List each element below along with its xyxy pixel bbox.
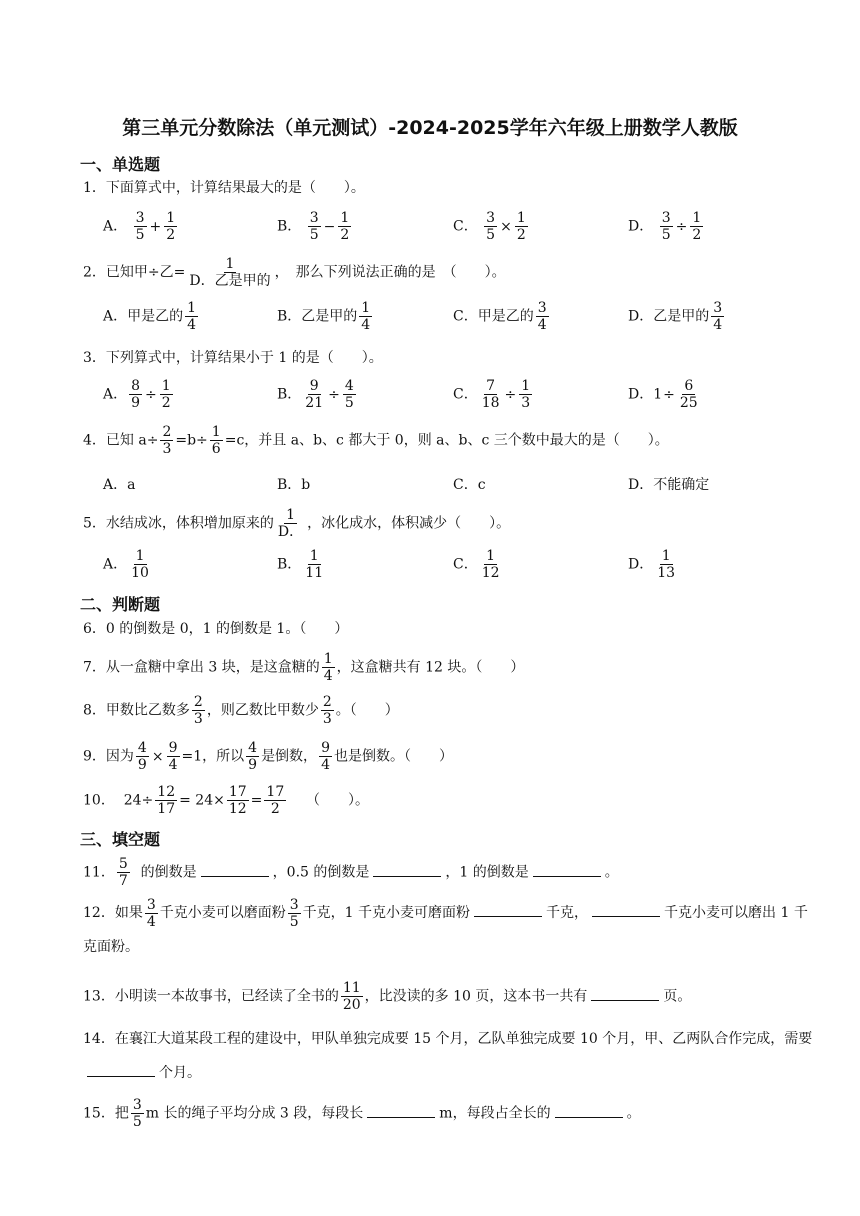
answer-blank[interactable] bbox=[367, 1103, 435, 1118]
option-label: D． bbox=[628, 556, 654, 573]
text: 2．已知甲÷乙= bbox=[83, 264, 186, 281]
numerator: 11 bbox=[342, 980, 361, 996]
question-11-stem bbox=[83, 856, 619, 889]
numerator: 7 bbox=[486, 378, 496, 394]
text: m，每段占全长的 bbox=[439, 1105, 551, 1122]
denominator: 3 bbox=[521, 395, 531, 411]
operator: ÷ bbox=[504, 386, 517, 403]
numerator: 12 bbox=[157, 784, 176, 800]
denominator: 4 bbox=[361, 317, 371, 333]
denominator: 5 bbox=[135, 227, 145, 243]
operator: × bbox=[151, 748, 164, 765]
fraction bbox=[359, 300, 372, 333]
q5-option-d[interactable] bbox=[628, 548, 679, 581]
fraction bbox=[185, 300, 198, 333]
q2-option-d[interactable] bbox=[628, 300, 726, 333]
text: 。（ ） bbox=[335, 702, 399, 719]
fraction bbox=[210, 424, 223, 457]
section-heading-true-false: 二、判断题 bbox=[80, 595, 161, 614]
numerator: 4 bbox=[137, 740, 147, 756]
option-label: B． bbox=[277, 386, 302, 403]
fraction bbox=[192, 694, 205, 727]
denominator: 3 bbox=[193, 711, 203, 727]
numerator: 9 bbox=[168, 740, 178, 756]
numerator: 6 bbox=[684, 378, 694, 394]
text: 是倒数， bbox=[261, 748, 318, 765]
numerator: 3 bbox=[135, 210, 145, 226]
option-label: D． bbox=[628, 386, 654, 403]
fraction bbox=[308, 210, 321, 243]
fraction bbox=[711, 300, 724, 333]
text: 14．在襄江大道某段工程的建设中，甲队单独完成要 15 个月，乙队单独完成要 10 个月，甲、乙两队合作完成，需要 bbox=[83, 1031, 813, 1047]
text: 4．已知 a÷ bbox=[83, 432, 159, 449]
fraction bbox=[536, 300, 549, 333]
numerator: 1 bbox=[516, 210, 526, 226]
fraction bbox=[338, 210, 351, 243]
numerator: 3 bbox=[146, 896, 156, 913]
option-label: B． bbox=[277, 218, 302, 235]
denominator: 4 bbox=[321, 757, 330, 773]
text: =1 bbox=[181, 748, 203, 765]
answer-blank[interactable] bbox=[474, 902, 542, 917]
numerator: 3 bbox=[661, 210, 671, 226]
denominator: D．乙是甲的 bbox=[189, 273, 271, 289]
numerator: 3 bbox=[713, 300, 723, 316]
q2-option-c[interactable] bbox=[453, 300, 551, 333]
denominator: 9 bbox=[248, 757, 258, 773]
denominator: 13 bbox=[657, 565, 676, 581]
question-14-stem bbox=[83, 1022, 813, 1090]
q4-option-c[interactable]: C．c bbox=[453, 477, 486, 493]
numerator: 3 bbox=[132, 1097, 142, 1113]
fraction bbox=[117, 856, 130, 889]
q4-option-d[interactable]: D．不能确定 bbox=[628, 477, 710, 493]
q5-option-b[interactable] bbox=[277, 548, 327, 581]
numerator: 5 bbox=[118, 856, 128, 872]
text: =c，并且 a、b、c 都大于 0，则 a、b、c 三个数中最大的是（ ）。 bbox=[224, 432, 669, 449]
text: ， 那么下列说法正确的是 （ ）。 bbox=[274, 264, 506, 281]
denominator: 4 bbox=[323, 668, 333, 684]
numerator: 17 bbox=[266, 784, 285, 800]
numerator: 1 bbox=[161, 378, 171, 394]
q4-option-b[interactable]: B．b bbox=[277, 477, 311, 493]
denominator: 11 bbox=[305, 565, 324, 581]
question-1-stem: 1．下面算式中，计算结果最大的是（ ）。 bbox=[83, 180, 365, 196]
denominator: 5 bbox=[344, 395, 354, 411]
answer-blank[interactable] bbox=[533, 862, 601, 877]
q5-option-c[interactable] bbox=[453, 548, 504, 581]
text: 也是倒数。（ ） bbox=[333, 748, 453, 765]
fraction bbox=[155, 784, 177, 817]
number: 1 bbox=[653, 386, 663, 403]
numerator: 3 bbox=[486, 210, 496, 226]
fraction bbox=[134, 210, 147, 243]
numerator: 1 bbox=[361, 300, 371, 316]
text: 千克小麦可以磨出 1 千克面粉。 bbox=[83, 905, 808, 955]
fraction bbox=[131, 1097, 144, 1130]
answer-blank[interactable] bbox=[373, 862, 441, 877]
fraction bbox=[480, 548, 502, 581]
fraction bbox=[160, 378, 173, 411]
text: ，1 的倒数是 bbox=[445, 864, 529, 881]
text: 。 bbox=[604, 864, 619, 881]
question-5-stem bbox=[83, 507, 510, 540]
text: = 24× bbox=[179, 792, 225, 809]
text: 千克，1 千克小麦可磨面粉 bbox=[302, 905, 471, 921]
denominator: 2 bbox=[166, 227, 176, 243]
text: 10． bbox=[83, 792, 115, 809]
text: ，冰化成水，体积减少（ ）。 bbox=[307, 515, 511, 532]
numerator: 3 bbox=[289, 896, 299, 913]
numerator: 1 bbox=[692, 210, 702, 226]
fraction bbox=[136, 740, 149, 773]
fraction bbox=[264, 784, 286, 817]
text: ，所以 bbox=[202, 748, 245, 765]
text: 5．水结成冰，体积增加原来的 bbox=[83, 515, 274, 532]
fraction bbox=[655, 548, 677, 581]
q3-option-c[interactable] bbox=[453, 378, 534, 411]
text: 7．从一盒糖中拿出 3 块，是这盒糖的 bbox=[83, 659, 320, 676]
q2-option-b[interactable] bbox=[277, 300, 374, 333]
denominator: 5 bbox=[132, 1114, 142, 1130]
numerator: 17 bbox=[228, 784, 247, 800]
numerator: 2 bbox=[193, 694, 203, 710]
question-9-stem bbox=[83, 740, 453, 773]
denominator: 10 bbox=[131, 565, 149, 581]
fraction bbox=[343, 378, 356, 411]
text: =b÷ bbox=[175, 432, 208, 449]
denominator: 9 bbox=[137, 757, 147, 773]
fraction bbox=[129, 548, 151, 581]
question-10-stem bbox=[83, 784, 369, 817]
fraction bbox=[129, 378, 142, 411]
denominator: 2 bbox=[692, 227, 702, 243]
fraction bbox=[164, 210, 177, 243]
question-7-stem bbox=[83, 651, 524, 684]
numerator: 1 bbox=[340, 210, 350, 226]
operator: + bbox=[149, 218, 162, 235]
numerator: 1 bbox=[486, 548, 496, 564]
fraction bbox=[160, 424, 173, 457]
fraction bbox=[288, 897, 301, 930]
numerator: 1 bbox=[225, 256, 235, 272]
numerator: 1 bbox=[135, 548, 145, 564]
text: 13．小明读一本故事书，已经读了全书的 bbox=[83, 988, 339, 1005]
question-3-stem: 3．下列算式中，计算结果小于 1 的是（ ）。 bbox=[83, 350, 383, 366]
denominator: 5 bbox=[289, 913, 299, 930]
q1-option-c[interactable] bbox=[453, 210, 530, 243]
numerator: 1 bbox=[166, 210, 176, 226]
operator: ÷ bbox=[328, 386, 340, 403]
numerator: 4 bbox=[344, 378, 354, 394]
fraction bbox=[276, 507, 305, 540]
numerator: 1 bbox=[187, 300, 197, 316]
option-label: A．甲是乙的 bbox=[103, 308, 184, 325]
fraction bbox=[660, 210, 673, 243]
answer-blank[interactable] bbox=[592, 902, 660, 917]
operator: ÷ bbox=[663, 386, 675, 403]
option-label: D．乙是甲的 bbox=[628, 308, 710, 325]
fraction bbox=[303, 378, 325, 411]
numerator: 4 bbox=[248, 740, 258, 756]
numerator: 8 bbox=[131, 378, 141, 394]
text: 千克小麦可以磨面粉 bbox=[159, 905, 286, 921]
denominator: 5 bbox=[661, 227, 671, 243]
text: 15．把 bbox=[83, 1105, 129, 1122]
question-4-stem bbox=[83, 424, 669, 457]
numerator: 1 bbox=[521, 378, 531, 394]
text: 。 bbox=[626, 1105, 641, 1122]
text: 9．因为 bbox=[83, 748, 134, 765]
denominator: 4 bbox=[537, 317, 547, 333]
denominator: 3 bbox=[322, 711, 332, 727]
question-13-stem bbox=[83, 980, 691, 1013]
q3-option-b[interactable] bbox=[277, 378, 358, 411]
numerator: 1 bbox=[323, 651, 333, 667]
fraction bbox=[227, 784, 249, 817]
text: 11． bbox=[83, 864, 115, 881]
answer-blank[interactable] bbox=[555, 1103, 623, 1118]
answer-blank[interactable] bbox=[591, 986, 659, 1001]
denominator: 4 bbox=[146, 913, 156, 930]
numerator: 3 bbox=[309, 210, 319, 226]
operator: × bbox=[500, 218, 512, 235]
fraction bbox=[321, 694, 334, 727]
fraction bbox=[690, 210, 703, 243]
fraction bbox=[341, 980, 363, 1013]
denominator: 7 bbox=[118, 873, 128, 889]
fraction bbox=[515, 210, 528, 243]
text: ，0.5 的倒数是 bbox=[272, 864, 370, 881]
text: 12．如果 bbox=[83, 905, 143, 921]
section-heading-single-choice: 一、单选题 bbox=[80, 155, 161, 174]
denominator: 12 bbox=[481, 565, 500, 581]
fraction bbox=[167, 740, 180, 773]
option-label: C． bbox=[453, 386, 478, 403]
numerator: 1 bbox=[309, 548, 319, 564]
denominator: 2 bbox=[270, 801, 280, 817]
q1-option-a[interactable] bbox=[103, 210, 179, 243]
denominator: 21 bbox=[305, 395, 324, 411]
fraction bbox=[484, 210, 497, 243]
q3-option-a[interactable] bbox=[103, 378, 175, 411]
fraction bbox=[319, 740, 332, 773]
q1-option-b[interactable] bbox=[277, 210, 353, 243]
fraction bbox=[303, 548, 325, 581]
text: 8．甲数比乙数多 bbox=[83, 702, 190, 719]
denominator: 5 bbox=[486, 227, 496, 243]
option-label: A． bbox=[103, 386, 128, 403]
numerator: 3 bbox=[537, 300, 547, 316]
denominator: 17 bbox=[157, 801, 176, 817]
text: m 长的绳子平均分成 3 段，每段长 bbox=[145, 1105, 364, 1122]
text: 千克， bbox=[546, 905, 589, 921]
denominator: D． bbox=[277, 524, 304, 540]
question-2-stem bbox=[83, 256, 506, 289]
text: 页。 bbox=[663, 988, 692, 1005]
option-label: D． bbox=[628, 218, 654, 235]
numerator: 2 bbox=[322, 694, 332, 710]
text: （ ）。 bbox=[306, 792, 370, 809]
operator: ÷ bbox=[145, 386, 157, 403]
question-6-stem: 6．0 的倒数是 0，1 的倒数是 1。（ ） bbox=[83, 621, 349, 637]
operator: ÷ bbox=[675, 218, 688, 235]
denominator: 4 bbox=[713, 317, 723, 333]
option-label: C． bbox=[453, 218, 478, 235]
numerator: 1 bbox=[286, 507, 295, 523]
denominator: 4 bbox=[168, 757, 178, 773]
answer-blank[interactable] bbox=[201, 862, 269, 877]
answer-blank[interactable] bbox=[87, 1062, 155, 1077]
q4-option-a[interactable]: A．a bbox=[103, 477, 136, 493]
fraction bbox=[678, 378, 700, 411]
numerator: 1 bbox=[211, 424, 221, 440]
fraction bbox=[519, 378, 532, 411]
q2-option-a[interactable] bbox=[103, 300, 200, 333]
denominator: 3 bbox=[162, 441, 172, 457]
question-12-stem bbox=[83, 896, 813, 964]
q1-option-d[interactable] bbox=[628, 210, 705, 243]
denominator: 6 bbox=[211, 441, 221, 457]
option-label: C． bbox=[453, 556, 478, 573]
denominator: 18 bbox=[481, 395, 500, 411]
question-15-stem bbox=[83, 1097, 641, 1130]
option-label: A． bbox=[103, 556, 128, 573]
text: 24÷ bbox=[123, 792, 154, 809]
fraction bbox=[480, 378, 502, 411]
denominator: 2 bbox=[340, 227, 350, 243]
denominator: 25 bbox=[679, 395, 698, 411]
fraction bbox=[187, 256, 272, 289]
option-label: B．乙是甲的 bbox=[277, 308, 358, 325]
fraction bbox=[145, 897, 158, 930]
text: = bbox=[250, 792, 263, 809]
denominator: 9 bbox=[131, 395, 141, 411]
option-label: B． bbox=[277, 556, 302, 573]
denominator: 4 bbox=[187, 317, 197, 333]
denominator: 5 bbox=[309, 227, 319, 243]
q5-option-a[interactable] bbox=[103, 548, 153, 581]
denominator: 2 bbox=[161, 395, 171, 411]
question-8-stem bbox=[83, 694, 399, 727]
numerator: 9 bbox=[309, 378, 319, 394]
text: ，则乙数比甲数少 bbox=[206, 702, 319, 719]
text: ，这盒糖共有 12 块。（ ） bbox=[336, 659, 525, 676]
operator: − bbox=[323, 218, 336, 235]
q3-option-d[interactable] bbox=[628, 378, 702, 411]
option-label: C．甲是乙的 bbox=[453, 308, 534, 325]
numerator: 1 bbox=[661, 548, 671, 564]
fraction bbox=[322, 651, 335, 684]
numerator: 2 bbox=[162, 424, 172, 440]
fraction bbox=[246, 740, 259, 773]
text: 个月。 bbox=[159, 1065, 201, 1081]
denominator: 12 bbox=[228, 801, 247, 817]
section-heading-fill-blank: 三、填空题 bbox=[80, 830, 161, 849]
option-label: A． bbox=[103, 218, 128, 235]
numerator: 9 bbox=[321, 740, 330, 756]
text: ，比没读的多 10 页，这本书一共有 bbox=[364, 988, 588, 1005]
denominator: 2 bbox=[516, 227, 526, 243]
denominator: 20 bbox=[342, 997, 361, 1013]
page-title: 第三单元分数除法（单元测试）-2024-2025学年六年级上册数学人教版 bbox=[122, 117, 738, 139]
text: 的倒数是 bbox=[140, 864, 197, 881]
